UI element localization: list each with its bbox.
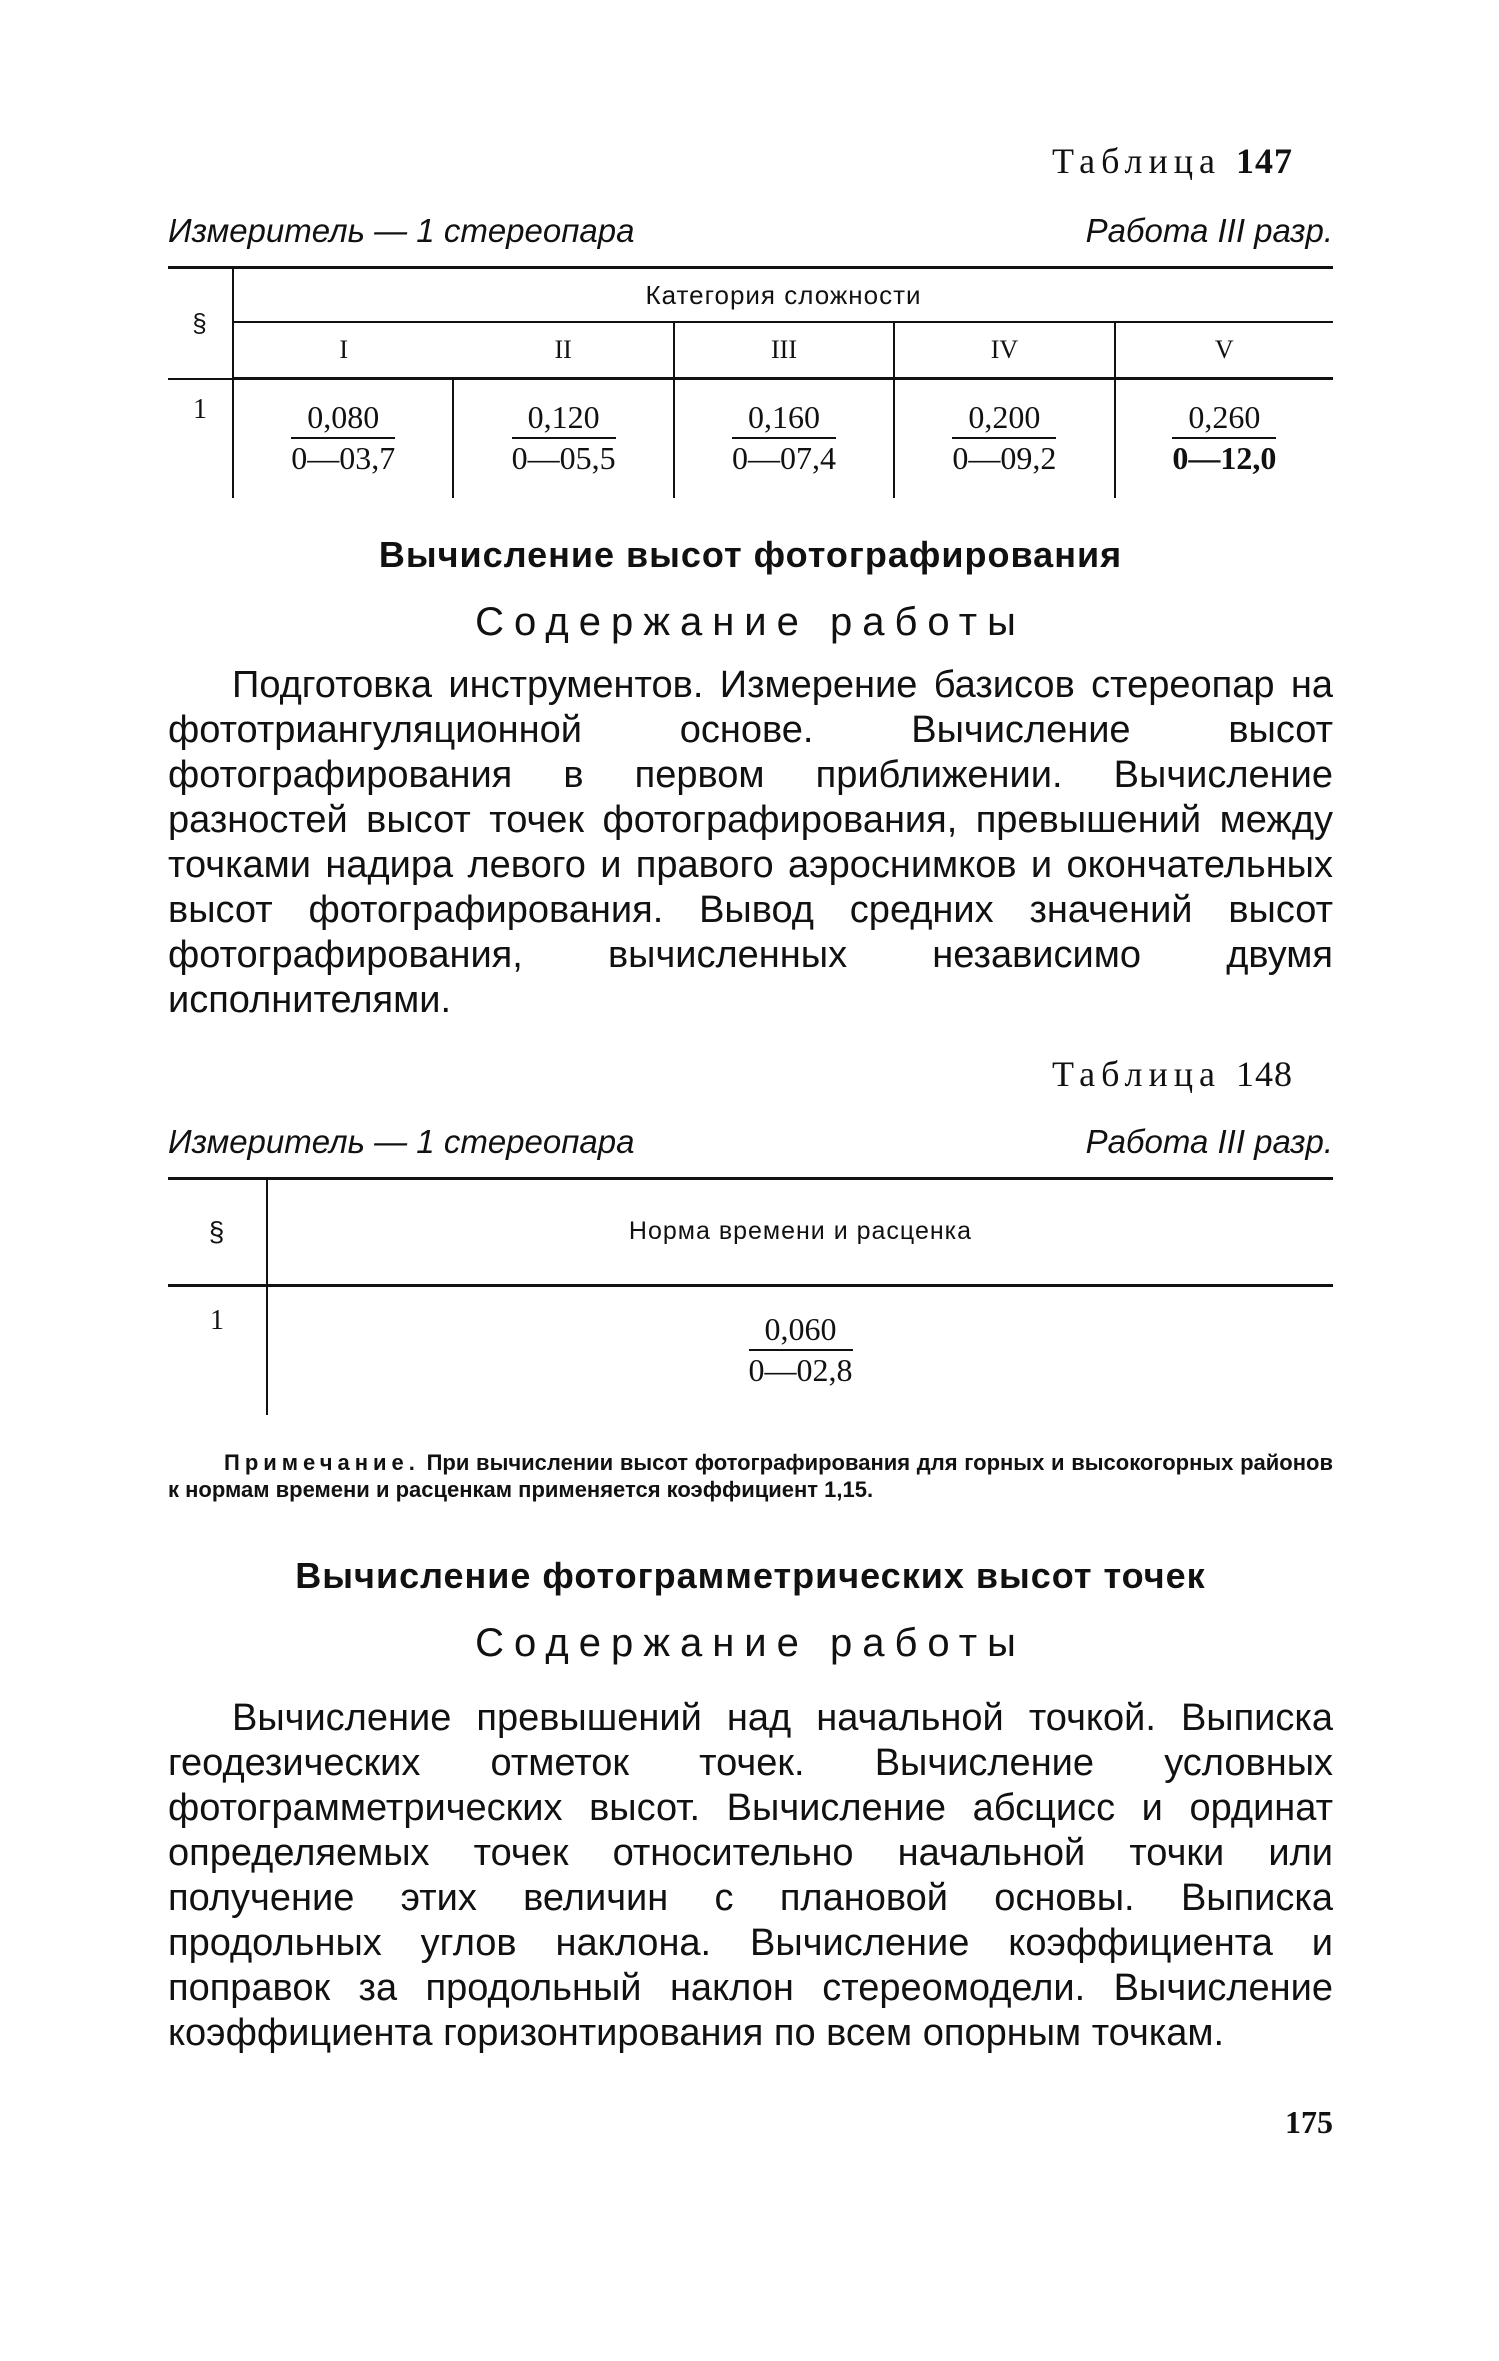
section-title: Вычисление фотограмметрических высот точек	[295, 1554, 1206, 1596]
table-grade: Работа III разр.	[1085, 212, 1333, 249]
norm-cell	[674, 379, 894, 498]
price-rate: 0—02,8	[748, 1352, 853, 1389]
page-number: 175	[1285, 2103, 1333, 2140]
category-header: I	[233, 322, 453, 379]
time-norm: 0,060	[749, 1312, 853, 1351]
table-grade: Работа III разр.	[1085, 1122, 1333, 1160]
table-label: Таблица	[1052, 1053, 1221, 1094]
price-rate: 0—09,2	[952, 440, 1057, 477]
norm-cell	[267, 1285, 1333, 1415]
section-subtitle: Содержание работы	[475, 1620, 1026, 1665]
table-148-meta	[168, 1123, 1333, 1167]
section-column-header: §	[168, 1178, 267, 1285]
table-147-meta	[168, 212, 1333, 256]
time-norm: 0,200	[952, 400, 1056, 439]
section-cell: 1	[168, 1285, 267, 1415]
category-header: V	[1115, 322, 1333, 379]
time-norm: 0,160	[732, 400, 836, 439]
table-148-caption	[168, 1053, 1333, 1107]
work-description: Подготовка инструментов. Измерение базисов стереопар на фототриангуляционной основе. Вычисление высот фотографирования в первом приближении. Вычисление разностей высот точек фотографирования, превышений между точками надира левого и правого аэроснимков и окончательных высот фотографирования. Вывод средних значений высот фотографирования, вычисленных независимо двумя исполнителями.	[168, 663, 1333, 1021]
table-unit: Измеритель — 1 стереопара	[168, 1122, 635, 1160]
norm-cell	[453, 379, 673, 498]
price-rate: 0—12,0	[1172, 440, 1277, 477]
time-norm: 0,260	[1172, 400, 1276, 439]
section-column-header: §	[168, 268, 233, 379]
category-header: IV	[894, 322, 1114, 379]
category-header: III	[674, 322, 894, 379]
table-number: 147	[1236, 141, 1293, 181]
table-row	[168, 1285, 1333, 1415]
norm-cell	[894, 379, 1114, 498]
note-text: При вычислении высот фотографирования для горных и высокогорных районов к нормам времени и расценкам применяется коэффициент 1,15.	[168, 1449, 1333, 1502]
time-norm: 0,120	[512, 400, 616, 439]
table-row	[168, 379, 1333, 498]
table-148	[168, 1177, 1333, 1415]
price-rate: 0—05,5	[511, 440, 616, 477]
price-rate: 0—07,4	[732, 440, 837, 477]
section-subtitle: Содержание работы	[475, 599, 1026, 644]
table-note	[168, 1449, 1333, 1503]
table-label: Таблица	[1052, 141, 1221, 181]
table-147	[168, 266, 1333, 498]
document-page	[168, 140, 1333, 2141]
category-header: II	[453, 322, 673, 379]
table-147-caption	[168, 140, 1333, 194]
work-description: Вычисление превышений над начальной точкой. Выписка геодезических отметок точек. Вычисление условных фотограмметрических высот. Вычисление абсцисс и ординат определяемых точек относительно начальной точки или получение этих величин с плановой основы. Выписка продольных углов наклона. Вычисление коэффициента и поправок за продольный наклон стереомодели. Вычисление коэффициента горизонтирования по всем опорным точкам.	[168, 1696, 1333, 2054]
section-title: Вычисление высот фотографирования	[378, 533, 1123, 575]
complexity-category-header: Категория сложности	[233, 268, 1333, 323]
note-lead: Примечание.	[224, 1449, 420, 1475]
table-number: 148	[1236, 1053, 1293, 1094]
norm-cell	[1115, 379, 1333, 498]
time-norm: 0,080	[291, 400, 395, 439]
norm-column-header: Норма времени и расценка	[267, 1178, 1333, 1285]
table-unit: Измеритель — 1 стереопара	[168, 212, 635, 249]
price-rate: 0—03,7	[291, 440, 396, 477]
norm-cell	[233, 379, 453, 498]
section-cell: 1	[168, 379, 233, 498]
